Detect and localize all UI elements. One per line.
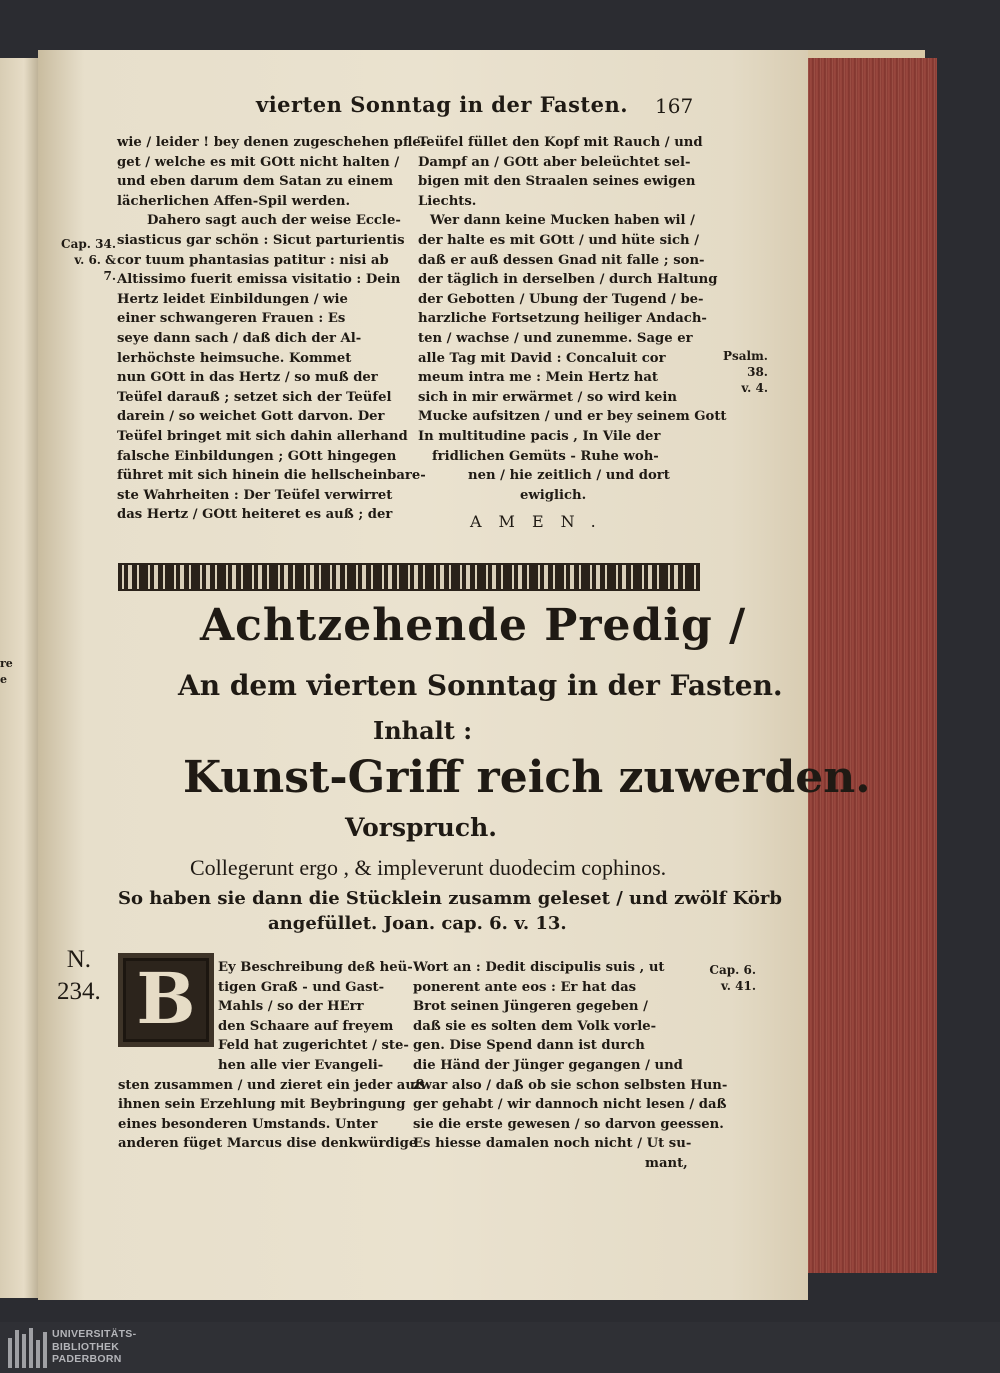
- text-line: ihnen sein Erzehlung mit Beybringung: [118, 1097, 406, 1113]
- margin-note-line: Cap. 34.: [61, 237, 116, 251]
- margin-note-line: v. 41.: [721, 979, 756, 993]
- text-line: sich in mir erwärmet / so wird kein: [418, 389, 678, 405]
- text-line: Es hiesse damalen noch nicht / Ut su-: [413, 1136, 692, 1152]
- text-line: ste Wahrheiten : Der Teüfel verwirret: [117, 487, 393, 503]
- column-4: [413, 958, 728, 1174]
- page-number: 167: [655, 94, 694, 118]
- text-line: Dampf an / GOtt aber beleüchtet sel-: [418, 154, 691, 170]
- text-line: tigen Graß - und Gast-: [218, 979, 385, 995]
- text-line: alle Tag mit David : Concaluit cor: [418, 350, 666, 366]
- text-line: fridlichen Gemüts - Ruhe woh-: [432, 448, 659, 464]
- text-line: Hertz leidet Einbildungen / wie: [117, 291, 348, 307]
- text-line: bigen mit den Straalen seines ewigen: [418, 174, 696, 190]
- text-line: sten zusammen / und zieret ein jeder auß: [118, 1077, 425, 1093]
- text-line: Feld hat zugerichtet / ste-: [218, 1038, 409, 1054]
- margin-note-line: v. 4.: [741, 381, 768, 395]
- section-number: [57, 944, 101, 1008]
- logo-line: UNIVERSITÄTS-: [52, 1328, 137, 1340]
- library-logo-text: [52, 1328, 136, 1366]
- amen-closing: AMEN.: [470, 512, 613, 531]
- sermon-subtitle: An dem vierten Sonntag in der Fasten.: [178, 669, 783, 702]
- text-line: der halte es mit GOtt / und hüte sich /: [418, 232, 700, 248]
- text-line: Wort an : Dedit discipulis suis , ut: [413, 960, 665, 975]
- text-line: zwar also / daß ob sie schon selbsten Hun-: [413, 1077, 728, 1093]
- sermon-theme: Kunst-Griff reich zuwerden.: [183, 752, 871, 803]
- text-line: und eben darum dem Satan zu einem: [117, 174, 394, 190]
- vorspruch-german-line-1: So haben sie dann die Stücklein zusamm geleset / und zwölf Körb: [118, 888, 782, 909]
- sermon-title: Achtzehende Predig /: [200, 600, 747, 651]
- text-line: wie / leider ! bey denen zugeschehen pfle-: [117, 135, 427, 150]
- text-line: nen / hie zeitlich / und dort: [468, 468, 670, 484]
- text-line: lächerlichen Affen-Spil werden.: [117, 193, 351, 209]
- decorated-initial: B: [118, 953, 214, 1047]
- text-line: cor tuum phantasias patitur : nisi ab: [117, 252, 389, 268]
- margin-note-line: Psalm. 38.: [723, 349, 768, 379]
- running-head: vierten Sonntag in der Fasten.: [256, 92, 629, 117]
- vorspruch-latin: Collegerunt ergo , & impleverunt duodecim cophinos.: [190, 855, 667, 880]
- margin-note-line: v. 6. & 7.: [74, 253, 116, 283]
- vorspruch-german-line-2: angefüllet. Joan. cap. 6. v. 13.: [268, 913, 567, 934]
- vorspruch-label: Vorspruch.: [345, 813, 497, 842]
- text-line: Mucke aufsitzen / und er bey seinem Gott: [418, 409, 727, 425]
- text-line: seye dann sach / daß dich der Al-: [117, 330, 362, 346]
- text-line: daß er auß dessen Gnad nit falle ; son-: [418, 252, 705, 268]
- text-line: Liechts.: [418, 193, 477, 209]
- text-line: führet mit sich hinein die hellscheinbare-: [117, 468, 426, 484]
- text-line: ewiglich.: [520, 487, 587, 503]
- text-line: der täglich in derselben / durch Haltung: [418, 272, 718, 288]
- footer-bar: [0, 1322, 1000, 1373]
- column-1: [117, 133, 427, 525]
- text-line: einer schwangeren Frauen : Es: [117, 311, 346, 327]
- text-line: nun GOtt in das Hertz / so muß der: [117, 370, 378, 386]
- text-line: hen alle vier Evangeli-: [218, 1057, 384, 1073]
- text-line: Ey Beschreibung deß heü-: [218, 960, 413, 975]
- library-logo-icon: [6, 1326, 48, 1368]
- text-line: falsche Einbildungen ; GOtt hingegen: [117, 448, 397, 464]
- left-page-fragment: e: [0, 673, 7, 686]
- column-2: [418, 133, 727, 505]
- catchword: mant,: [645, 1155, 688, 1171]
- logo-line: BIBLIOTHEK: [52, 1340, 120, 1353]
- left-page-fragment: re: [0, 657, 13, 670]
- text-line: das Hertz / GOtt heiteret es auß ; der: [117, 507, 393, 523]
- text-line: darein / so weichet Gott darvon. Der: [117, 409, 385, 425]
- left-page-edge: [0, 58, 40, 1298]
- margin-note-line: Cap. 6.: [709, 963, 756, 977]
- ornamental-border: [118, 563, 700, 591]
- logo-line: PADERBORN: [52, 1353, 122, 1365]
- text-line: siasticus gar schön : Sicut parturientis: [117, 232, 405, 248]
- section-number-line: 234.: [57, 978, 101, 1005]
- text-line: ten / wachse / und zunemme. Sage er: [418, 330, 693, 346]
- text-line: Dahero sagt auch der weise Eccle-: [147, 213, 401, 229]
- text-line: die Händ der Jünger gegangen / und: [413, 1057, 683, 1073]
- text-line: get / welche es mit GOtt nicht halten /: [117, 154, 400, 170]
- margin-note-cap6: [696, 962, 756, 994]
- book-fore-edge: [795, 58, 937, 1273]
- column-3: [118, 958, 425, 1154]
- text-line: ponerent ante eos : Er hat das: [413, 979, 637, 995]
- text-line: lerhöchste heimsuche. Kommet: [117, 350, 352, 366]
- text-line: Teüfel darauß ; setzet sich der Teüfel: [117, 389, 392, 405]
- text-line: gen. Dise Spend dann ist durch: [413, 1038, 645, 1054]
- text-line: Mahls / so der HErr: [218, 999, 364, 1015]
- inhalt-label: Inhalt :: [373, 716, 473, 745]
- text-line: meum intra me : Mein Hertz hat: [418, 370, 659, 386]
- text-line: Altissimo fuerit emissa visitatio : Dein: [117, 272, 401, 288]
- text-line: den Schaare auf freyem: [218, 1018, 394, 1034]
- text-line: In multitudine pacis , In Vile der: [418, 428, 661, 444]
- text-line: Wer dann keine Mucken haben wil /: [430, 213, 695, 229]
- text-line: harzliche Fortsetzung heiliger Andach-: [418, 311, 707, 327]
- section-number-line: N.: [66, 946, 92, 973]
- text-line: der Gebotten / Ubung der Tugend / be-: [418, 291, 704, 307]
- text-line: daß sie es solten dem Volk vorle-: [413, 1018, 657, 1034]
- text-line: ger gehabt / wir dannoch nicht lesen / daß: [413, 1097, 727, 1113]
- text-line: Brot seinen Jüngeren gegeben /: [413, 999, 648, 1015]
- text-line: sie die erste gewesen / so darvon geessen.: [413, 1116, 724, 1132]
- text-line: Teüfel bringet mit sich dahin allerhand: [117, 428, 408, 444]
- text-line: eines besonderen Umstands. Unter: [118, 1116, 378, 1132]
- margin-note-psalm38: [700, 348, 768, 396]
- text-line: anderen füget Marcus dise denkwürdige: [118, 1136, 418, 1152]
- margin-note-cap34: [58, 236, 116, 284]
- text-line: Teüfel füllet den Kopf mit Rauch / und: [418, 135, 703, 150]
